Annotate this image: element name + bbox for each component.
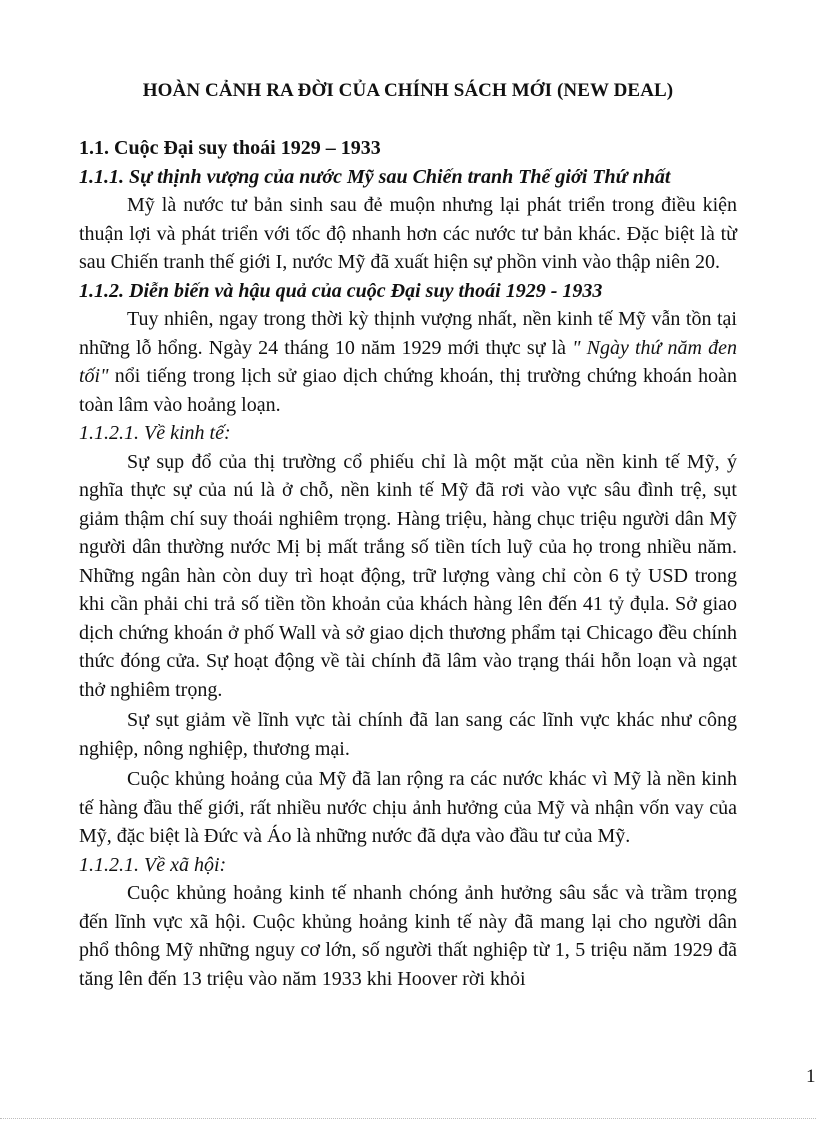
page-number: 1 — [806, 1066, 816, 1087]
heading-section-1-1: 1.1. Cuộc Đại suy thoái 1929 – 1933 — [79, 137, 381, 159]
paragraph-market-collapse: Sự sụp đổ của thị trường cổ phiếu chỉ là một mặt của nền kinh tế Mỹ, ý nghĩa thực sự của nú là ở chỗ, nền kinh tế Mỹ đã rơi vào vực sâu đình trệ, sụt giảm thậm chí suy thoái nghiêm trọng. Hàng triệu, hàng chục triệu người dân Mỹ người dân thường nước Mị bị mất trắng số tiền tích luỹ của họ trong nhiều năm. Những ngân hàn còn duy trì hoạt động, trữ lượng vàng chỉ còn 6 tỷ USD trong khi cần phải chi trả số tiền tồn khoản của khách hàng lên đến 41 tỷ đụla. Sở giao dịch chứng khoán ở phố Wall và sở giao dịch thương phẩm tại Chicago đều chính thức đóng cửa. Sự hoạt động về tài chính đã lâm vào trạng thái hỗn loạn và ngạt thở nghiêm trọng. — [79, 450, 737, 701]
page-divider — [0, 1118, 816, 1119]
paragraph-text: Tuy nhiên, ngay trong thời kỳ thịnh vượng nhất, nền kinh tế Mỹ vẫn tồn tại những lỗ hổng. Ngày 24 tháng 10 năm 1929 mới thực sự là — [79, 308, 737, 359]
heading-society: 1.1.2.1. Về xã hội: — [79, 853, 227, 876]
paragraph-black-thursday — [79, 305, 737, 419]
paragraph-social-impact: Cuộc khủng hoảng kinh tế nhanh chóng ảnh hưởng sâu sắc và trầm trọng đến lĩnh vực xã hội. Cuộc khủng hoảng kinh tế này đã mang lại cho người dân phổ thông Mỹ những nguy cơ lớn, số người thất nghiệp từ 1, 5 triệu năm 1929 đã tăng lên đến 13 triệu vào năm 1933 khi Hoover rời khỏi — [79, 882, 737, 990]
paragraph-financial-decline: Sự sụt giảm về lĩnh vực tài chính đã lan sang các lĩnh vực khác như công nghiệp, nông nghiệp, thương mại. — [79, 709, 737, 760]
page-title: HOÀN CẢNH RA ĐỜI CỦA CHÍNH SÁCH MỚI (NEW DEAL) — [142, 80, 674, 101]
paragraph-crisis-spread: Cuộc khủng hoảng của Mỹ đã lan rộng ra các nước khác vì Mỹ là nền kinh tế hàng đầu thế giới, rất nhiều nước chịu ảnh hưởng của Mỹ và nhận vốn vay của Mỹ, đặc biệt là Đức và Áo là những nước đã dựa vào đầu tư của Mỹ. — [79, 768, 737, 847]
document-body — [79, 134, 737, 993]
paragraph-text: nổi tiếng trong lịch sử giao dịch chứng khoán, thị trường chứng khoán hoàn toàn lâm vào hoảng loạn. — [79, 365, 737, 416]
heading-economy: 1.1.2.1. Về kinh tế: — [79, 422, 231, 444]
paragraph-prosperity: Mỹ là nước tư bản sinh sau đẻ muộn nhưng lại phát triển trong điều kiện thuận lợi và phát triển với tốc độ nhanh hơn các nước tư bản khác. Đặc biệt là từ sau Chiến tranh thế giới I, nước Mỹ đã xuất hiện sự phồn vinh vào thập niên 20. — [79, 194, 737, 273]
heading-section-1-1-1: 1.1.1. Sự thịnh vượng của nước Mỹ sau Chiến tranh Thế giới Thứ nhất — [79, 165, 671, 188]
heading-section-1-1-2: 1.1.2. Diễn biến và hậu quả của cuộc Đại suy thoái 1929 - 1933 — [79, 279, 603, 302]
black-thursday-quote: " Ngày thứ năm đen tối" — [79, 336, 737, 387]
